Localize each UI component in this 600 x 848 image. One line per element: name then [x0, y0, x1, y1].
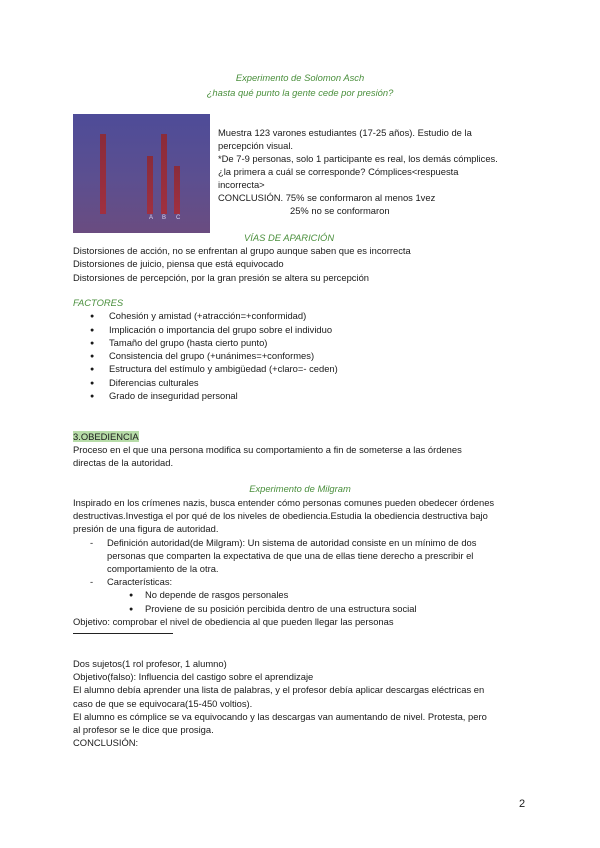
vias-section [73, 231, 411, 284]
definition-line: comportamiento de la otra. [107, 563, 219, 575]
asch-lines-figure [73, 114, 210, 233]
vias-item: Distorsiones de acción, no se enfrentan al grupo aunque saben que es incorrecta [73, 245, 411, 257]
comparison-line-a-bar [147, 156, 153, 214]
milgram-intro-line: Inspirado en los crímenes nazis, busca entender cómo personas comunes pueden obedecer órdenes [73, 497, 495, 508]
asch-conclusion: CONCLUSIÓN. 75% se conformaron al menos 1vez [218, 192, 436, 203]
milgram-objective: Objetivo: comprobar el nivel de obediencia al que pueden llegar las personas [73, 615, 394, 627]
characteristic-item: ● No depende de rasgos personales [73, 588, 494, 601]
asch-line: incorrecta> [218, 179, 265, 190]
asch-description [218, 126, 528, 217]
factor-item: ● Tamaño del grupo (hasta cierto punto) [73, 336, 338, 349]
factor-item: ● Cohesión y amistad (+atracción=+conformidad) [73, 309, 338, 322]
milgram-intro-line: destructivas.Investiga el por qué de los niveles de obediencia.Estudia la obediencia destructiva bajo [73, 510, 488, 522]
comparison-line-c-bar [174, 166, 180, 214]
factor-item: ● Diferencias culturales [73, 376, 338, 389]
asch-conclusion-pct: 25% no se conformaron [290, 205, 390, 216]
milgram-details [73, 657, 487, 749]
factores-list [73, 309, 338, 402]
factor-item: ● Grado de inseguridad personal [73, 389, 338, 402]
obediencia-line: directas de la autoridad. [73, 457, 174, 469]
label-c: C [176, 215, 181, 221]
detail-line: El alumno es cómplice se va equivocando y las descargas van aumentando de nivel. Protesta, pero [73, 710, 487, 722]
label-b: B [162, 215, 167, 221]
asch-line: ¿la primera a cuál se corresponde? Cómplices<respuesta [218, 166, 459, 177]
milgram-title: Experimento de Milgram [249, 483, 351, 494]
asch-line: Muestra 123 varones estudiantes (17-25 años). Estudio de la [218, 127, 472, 138]
milgram-section [73, 496, 494, 628]
divider-rule [73, 633, 173, 634]
vias-item: Distorsiones de percepción, por la gran presión se altera su percepción [73, 271, 369, 283]
detail-line: Dos sujetos(1 rol profesor, 1 alumno) [73, 658, 227, 669]
vias-item: Distorsiones de juicio, piensa que está equivocado [73, 258, 284, 270]
factor-item: ● Implicación o importancia del grupo sobre el individuo [73, 323, 338, 336]
asch-line: percepción visual. [218, 140, 294, 151]
detail-line: caso de que se equivocara(15-450 voltios). [73, 697, 253, 709]
asch-line: *De 7-9 personas, solo 1 participante es real, los demás cómplices. [218, 153, 498, 164]
detail-line: El alumno debía aprender una lista de palabras, y el profesor debía aplicar descargas eléctricas en [73, 684, 485, 696]
obediencia-heading: 3.OBEDIENCIA [73, 431, 139, 442]
milgram-intro-line: presión de una figura de autoridad. [73, 523, 219, 535]
obediencia-line: Proceso en el que una persona modifica su comportamiento a fin de someterse a las órdenes [73, 444, 462, 456]
page-number: 2 [519, 798, 526, 810]
factores-section [73, 296, 338, 402]
characteristics-label: - Características: [73, 575, 494, 588]
detail-line: al profesor se le dice que prosiga. [73, 724, 214, 736]
comparison-line-b-bar [161, 134, 167, 214]
factores-heading: FACTORES [73, 297, 124, 308]
definition-line: - Definición autoridad(de Milgram): Un sistema de autoridad consiste en un mínimo de dos [73, 536, 494, 549]
detail-line: Objetivo(falso): Influencia del castigo sobre el aprendizaje [73, 671, 314, 683]
asch-title: Experimento de Solomon Asch [235, 72, 365, 83]
characteristic-item: ● Proviene de su posición percibida dentro de una estructura social [73, 602, 494, 615]
label-a: A [149, 215, 154, 221]
vias-heading: VÍAS DE APARICIÓN [244, 232, 335, 243]
factor-item: ● Consistencia del grupo (+unánimes=+conformes) [73, 349, 338, 362]
detail-conclusion: CONCLUSIÓN: [73, 737, 139, 749]
asch-subtitle: ¿hasta qué punto la gente cede por presión? [206, 87, 394, 98]
factor-item: ● Estructura del estímulo y ambigüedad (+claro=- ceden) [73, 362, 338, 375]
definition-line: personas que comparten la expectativa de que una de ellas tiene derecho a prescribir el [107, 549, 474, 561]
reference-line-bar [100, 134, 106, 214]
obediencia-section [73, 430, 462, 470]
